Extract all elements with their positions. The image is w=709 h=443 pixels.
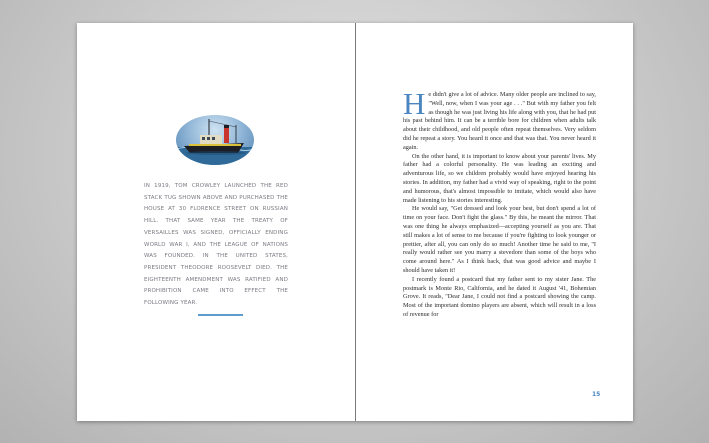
paragraph-1-text: e didn't give a lot of advice. Many older people are inclined to say, "Well, now, when I was your age . . ." But with my father you felt as though he was just living his life along with you, that he had put his past behind him. It can be a terrible bore for children when adults talk about their childhood, and old people often repeat themselves. Very seldom did he repeat a story. You heard it once and that was that. You never heard it again. (403, 91, 596, 151)
body-text (403, 86, 596, 320)
paragraph-4: I recently found a postcard that my father sent to my sister Jane. The postmark is Monte Rio, California, and he dated it August '41, Bohemian Grove. It reads, "Dear Jane, I could not find a postcard showing the camp. Most of the important domino players are absent, which will result in a loss of revenue for (403, 275, 596, 318)
paragraph-1 (403, 86, 596, 153)
left-page (77, 23, 355, 421)
drop-cap: H (403, 86, 426, 121)
tugboat-image (176, 115, 254, 165)
tugboat-illustration-icon (176, 115, 254, 165)
paragraph-3: He would say, "Get dressed and look your best, but don't spend a lot of time on your face. Don't fight the glass." By this, he meant the mirror. That was one thing he always emphasized—accepting yourself as you are. That still makes a lot of sense to me because if you're fighting to look younger or prettier, after all, you can only do so much! Another time he said to me, "I really would rather see you marry a stevedore than some of the boys who come around here." As I think back, that was good advice and maybe I should have taken it! (403, 205, 596, 274)
right-page (356, 23, 633, 421)
caption-rule (198, 314, 243, 316)
paragraph-2: On the other hand, it is important to know about your parents' lives. My father had a colorful personality. He was leading an exciting and adventurous life, so we children probably would have enjoyed hearing his stories. In addition, my father had a vivid way of speaking, right to the point and humorous, that's almost impossible to imitate, which would also have made listening to his stories interesting. (403, 152, 596, 204)
page-number: 15 (592, 391, 601, 398)
image-caption: IN 1919, TOM CROWLEY LAUNCHED THE RED STACK TUG SHOWN ABOVE AND PURCHASED THE HOUSE AT 30 FLORENCE STREET ON RUSSIAN HILL. THAT SAME YEAR THE TREATY OF VERSAILLES WAS SIGNED, OFFICIALLY ENDING WORLD WAR I, AND THE LEAGUE OF NATIONS WAS FOUNDED. IN THE UNITED STATES, PRESIDENT THEODORE ROOSEVELT DIED. THE EIGHTEENTH AMENDMENT WAS RATIFIED AND PROHIBITION CAME INTO EFFECT THE FOLLOWING YEAR. (144, 183, 288, 307)
book-spread (77, 23, 633, 421)
